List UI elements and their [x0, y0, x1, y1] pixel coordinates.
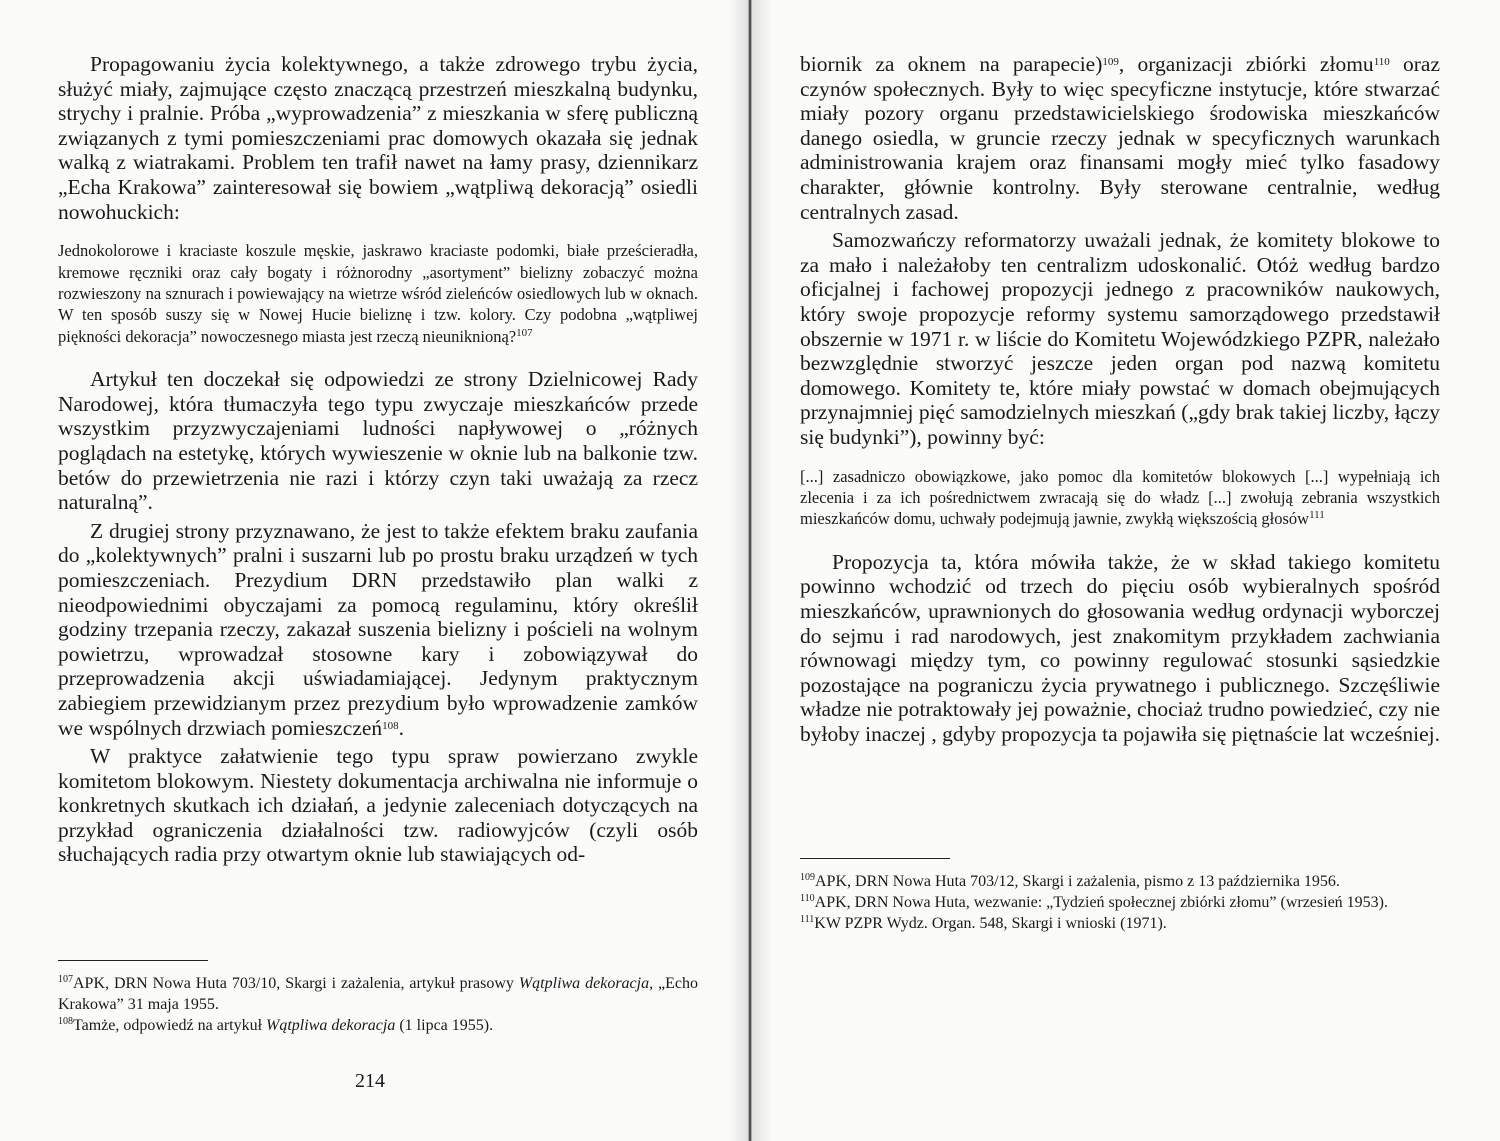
paragraph-reformers: Samozwańczy reformatorzy uważali jednak, że komitety blokowe to za mało i należałoby ten centralizm udoskonalić. Otóż według bardzo oficjalnej i fachowej propozycji jednego z pracowników naukowych, który swoje propozycje reformy systemu samorządowego przedstawił obszernie w 1971 r. w liście do Komitetu Wojewódzkiego PZPR, należało bezwzględnie stworzyć jeszcze jeden organ pod nazwą komitetu domowego. Komitety te, które miały powstać w domach obejmujących przynajmniej pięć samodzielnych mieszkań („gdy brak takiej liczby, łączy się budynki”), powinny być:	[800, 228, 1440, 449]
quote-text: Jednokolorowe i kraciaste koszule męskie, jaskrawo kraciaste podomki, białe prześcieradła, kremowe ręczniki oraz cały bogaty i różnorodny „asortyment” bielizny zobaczyć można rozwieszony na sznurach i powiewający na wietrze wśród zieleńców osiedlowych lub w oknach. W ten sposób suszy się w Nowej Hucie bieliznę i tzw. kolory. Czy podobna „wątpliwej piękności dekoracja” nowoczesnego miasta jest rzeczą nieuniknioną?	[58, 241, 698, 346]
footnote-number: 109	[800, 872, 815, 883]
footnote-text: APK, DRN Nowa Huta 703/12, Skargi i zażalenia, pismo z 13 października 1956.	[815, 873, 1340, 890]
left-footnotes	[58, 960, 698, 1036]
right-page	[752, 0, 1500, 1141]
footnote-109	[800, 871, 1440, 892]
paragraph-regulations-text: Z drugiej strony przyznawano, że jest to także efektem braku zaufania do „kolektywnych” pralni i suszarni lub po prostu braku urządzeń w tych pomieszczeniach. Prezydium DRN przedstawiło plan walki z nieodpowiednimi obyczajami za pomocą regulaminu, który określił godziny trzepania rzeczy, zakazał suszenia bielizny i pościeli na wolnym powietrzu, wprowadzał stosowne kary i zobowiązywał do przeprowadzenia akcji uświadamiającej. Jedynym praktycznym zabiegiem przewidzianym przez prezydium było wprowadzenie zamków we wspólnych drzwiach pomieszczeń	[58, 518, 698, 740]
footnote-text: APK, DRN Nowa Huta, wezwanie: „Tydzień społecznej zbiórki złomu” (wrzesień 1953).	[814, 894, 1389, 911]
footnote-108	[58, 1015, 698, 1036]
footnote-number: 111	[800, 914, 815, 925]
footnote-number: 108	[58, 1016, 73, 1027]
footnote-number: 110	[800, 893, 815, 904]
paragraph-text: , organizacji zbiórki złomu	[1118, 52, 1374, 76]
footnote-separator	[58, 960, 208, 961]
paragraph-text: biornik za oknem na parapecie)	[800, 52, 1103, 76]
footnote-110	[800, 892, 1440, 913]
footnote-ref-110: 110	[1373, 56, 1390, 68]
footnote-text: , „Echo Krakowa” 31 maja 1955.	[58, 975, 699, 1013]
footnote-ref-107: 107	[516, 326, 533, 339]
footnote-text: Tamże, odpowiedź na artykuł	[73, 1017, 267, 1034]
paragraph-text: oraz czynów społecznych. Były to więc specyficzne instytucje, które stwarzać miały pozory organu przedstawicielskiego środowiska mieszkańców danego osiedla, w gruncie rzeczy jednak w specyficznych warunkach administrowania krajem oraz finansami mogły mieć tylko fasadowy charakter, głównie kontrolny. Były sterowane centralnie, według centralnych zasad.	[800, 52, 1440, 224]
block-quote-echo-krakowa	[58, 240, 698, 347]
footnote-107	[58, 973, 698, 1015]
right-page-text	[800, 52, 1440, 746]
footnote-text: KW PZPR Wydz. Organ. 548, Skargi i wnioski (1971).	[814, 915, 1167, 932]
footnote-italic-title: Wątpliwa dekoracja	[266, 1017, 396, 1034]
paragraph-drn-response: Artykuł ten doczekał się odpowiedzi ze strony Dzielnicowej Rady Narodowej, która tłumaczyła tego typu zwyczaje mieszkańców przede wszystkim przyzwyczajeniami ludności napływowej o „różnych poglądach na estetykę, których wywieszenie w oknie lub na balkonie tzw. betów do przewietrzenia nie razi i którzy czyn taki uważają za rzecz naturalną”.	[58, 367, 698, 515]
footnote-ref-109: 109	[1102, 56, 1119, 68]
paragraph-block-committees: W praktyce załatwienie tego typu spraw powierzano zwykle komitetom blokowym. Niestety dokumentacja archiwalna nie informuje o konkretnych skutkach ich działań, a jedynie zaleceniach dotyczących na przykład ograniczenia działalności tzw. radiowyjców (czyli osób słuchających radia przy otwartym oknie lub stawiających od-	[58, 744, 698, 867]
block-quote-house-committee	[800, 466, 1440, 530]
footnote-separator	[800, 858, 950, 859]
footnote-ref-111: 111	[1309, 509, 1325, 522]
paragraph-intro: Propagowaniu życia kolektywnego, a także zdrowego trybu życia, służyć miały, zajmujące często znaczącą przestrzeń mieszkalną budynku, strychy i pralnie. Próba „wyprowadzenia” z mieszkania w sferę publiczną związanych z tymi pomieszczeniami prac domowych okazała się jednak walką z wiatrakami. Problem ten trafił nawet na łamy prasy, dziennikarz „Echa Krakowa” zainteresował się bowiem „wątpliwą dekoracją” osiedli nowohuckich:	[58, 52, 698, 224]
page-number-left: 214	[355, 1070, 385, 1092]
footnote-ref-108: 108	[382, 719, 399, 732]
quote-text: [...] zasadniczo obowiązkowe, jako pomoc dla komitetów blokowych [...] wypełniają ich zlecenia i za ich pośrednictwem zwracają się do władz [...] zwołują zebrania wszystkich mieszkańców domu, uchwały podejmują jawnie, zwykłą większością głosów	[800, 466, 1440, 529]
left-page-text	[58, 52, 698, 867]
left-page	[0, 0, 748, 1141]
book-gutter	[728, 0, 772, 1141]
right-footnotes	[800, 858, 1440, 934]
footnote-number: 107	[58, 974, 73, 985]
footnote-text: APK, DRN Nowa Huta 703/10, Skargi i zażalenia, artykuł prasowy	[73, 975, 519, 992]
paragraph-continuation	[800, 52, 1440, 224]
paragraph-regulations: Z drugiej strony przyznawano, że jest to także efektem braku zaufania do „kolektywnych” pralni i suszarni lub po prostu braku urządzeń w tych pomieszczeniach. Prezydium DRN przedstawiło plan walki z nieodpowiednimi obyczajami za pomocą regulaminu, który określił godziny trzepania rzeczy, zakazał suszenia bielizny i pościeli na wolnym powietrzu, wprowadzał stosowne kary i zobowiązywał do przeprowadzenia akcji uświadamiającej. Jedynym praktycznym zabiegiem przewidzianym przez prezydium było wprowadzenie zamków we wspólnych drzwiach pomieszczeń$^{108}$.	[58, 518, 698, 740]
paragraph-proposal: Propozycja ta, która mówiła także, że w skład takiego komitetu powinno wchodzić od trzech do pięciu osób wybieralnych spośród mieszkańców, uprawnionych do głosowania według ordynacji wyborczej do sejmu i rad narodowych, jest znakomitym przykładem zachwiania równowagi między tym, co powinny regulować stosunki sąsiedzkie pozostające na pograniczu życia prywatnego i publicznego. Szczęśliwie władze nie potraktowały jej poważnie, chociaż trudno powiedzieć, czy nie byłoby inaczej , gdyby propozycja ta pojawiła się piętnaście lat wcześniej.	[800, 549, 1440, 746]
footnote-italic-title: Wątpliwa dekoracja	[518, 975, 650, 992]
footnote-text: (1 lipca 1955).	[395, 1017, 494, 1034]
footnote-111	[800, 913, 1440, 934]
